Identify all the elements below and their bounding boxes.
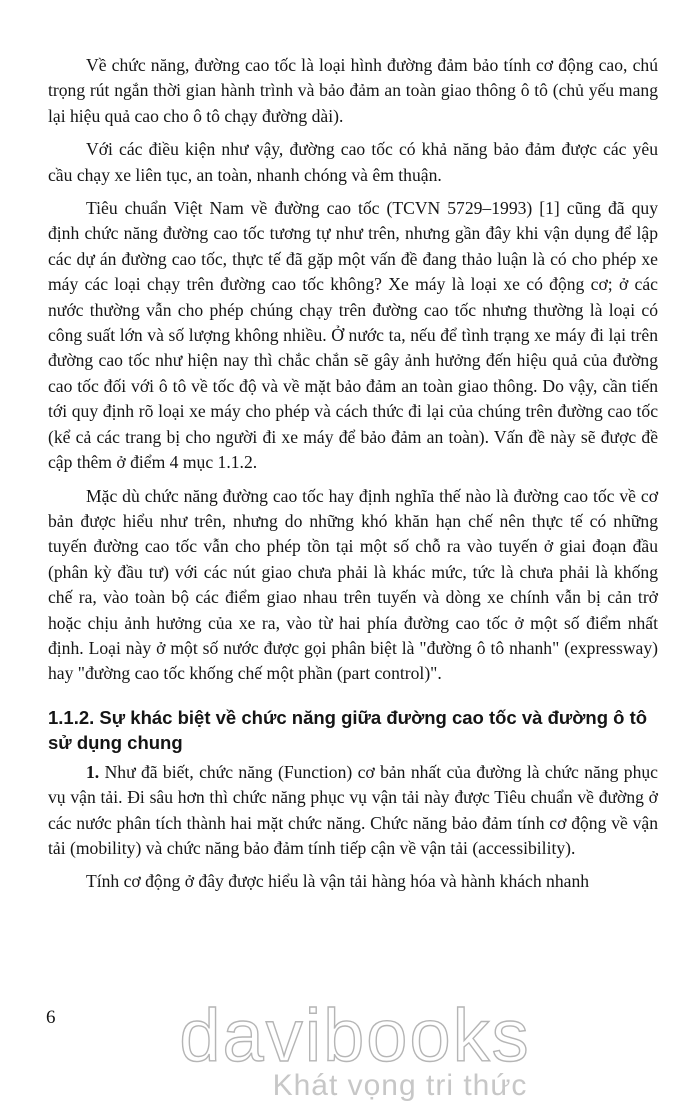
section-heading: 1.1.2. Sự khác biệt về chức năng giữa đường cao tốc và đường ô tô sử dụng chung — [48, 706, 648, 754]
page-number: 6 — [46, 1007, 56, 1028]
paragraph-function-definition: Về chức năng, đường cao tốc là loại hình đường đảm bảo tính cơ động cao, chú trọng rút ngắn thời gian hành trình và bảo đảm an toàn giao thông ô tô (chủ yếu mang lại hiệu quả cao cho ô tô chạy đường dài). — [48, 55, 658, 126]
point-number: 1. — [86, 761, 100, 782]
point-text: Như đã biết, chức năng (Function) cơ bản nhất của đường là chức năng phục vụ vận tải. Đi sâu hơn thì chức năng phục vụ vận tải này được Tiêu chuẩn về đường ở các nước phân tích thành hai mặt chức năng. Chức năng bảo đảm tính cơ động về vận tải (mobility) và chức năng bảo đảm tính tiếp cận về vận tải (accessibility). — [48, 761, 658, 858]
paragraph-conditions: Với các điều kiện như vậy, đường cao tốc có khả năng bảo đảm được các yêu cầu chạy xe liên tục, an toàn, nhanh chóng và êm thuận. — [48, 139, 658, 185]
watermark-brand: davibooks — [179, 994, 531, 1077]
page-content — [48, 53, 658, 895]
paragraph-mobility: Tính cơ động ở đây được hiểu là vận tải hàng hóa và hành khách nhanh — [86, 871, 590, 892]
watermark — [0, 990, 700, 1112]
paragraph-vietnam-standard: Tiêu chuẩn Việt Nam về đường cao tốc (TCVN 5729–1993) [1] cũng đã quy định chức năng đường cao tốc tương tự như trên, nhưng gần đây khi vận dụng để lập các dự án đường cao tốc, thực tế đã gặp một vấn đề đang thảo luận là có cho phép xe máy các loại chạy trên đường cao tốc không? Xe máy là loại xe có động cơ; ở các nước thường vẫn cho phép chúng chạy trên đường cao tốc nhưng thường là loại có công suất lớn và số lượng không nhiều. Ở nước ta, nếu để tình trạng xe máy đi lại trên đường cao tốc như hiện nay thì chắc chắn sẽ gây ảnh hưởng đến hiệu quả của đường cao tốc đối với ô tô về tốc độ và về mặt bảo đảm an toàn giao thông. Do vậy, cần tiến tới quy định rõ loại xe máy cho phép và cách thức đi lại của chúng trên đường cao tốc (kể cả các trang bị cho người đi xe máy để bảo đảm an toàn). Vấn đề này sẽ được đề cập thêm ở điểm 4 mục 1.1.2. — [48, 198, 658, 473]
paragraph-point-1 — [48, 760, 658, 862]
paragraph-partial-control: Mặc dù chức năng đường cao tốc hay định nghĩa thế nào là đường cao tốc về cơ bản được hiểu như trên, nhưng do những khó khăn hạn chế nên thực tế có những tuyến đường cao tốc vẫn cho phép tồn tại một số chỗ ra vào tuyến ở giai đoạn đầu (phân kỳ đầu tư) với các nút giao chưa phải là khác mức, tức là chưa phải là khống chế ra, vào toàn bộ các điểm giao nhau trên tuyến và dòng xe chính vẫn bị cản trở hoặc chịu ảnh hưởng của xe ra, vào từ hai phía đường cao tốc ở một số điểm nhất định. Loại này ở một số nước được gọi phân biệt là "đường ô tô nhanh" (expressway) hay "đường cao tốc khống chế một phần (part control)". — [48, 485, 658, 684]
watermark-tagline: Khát vọng tri thức — [272, 1069, 528, 1102]
